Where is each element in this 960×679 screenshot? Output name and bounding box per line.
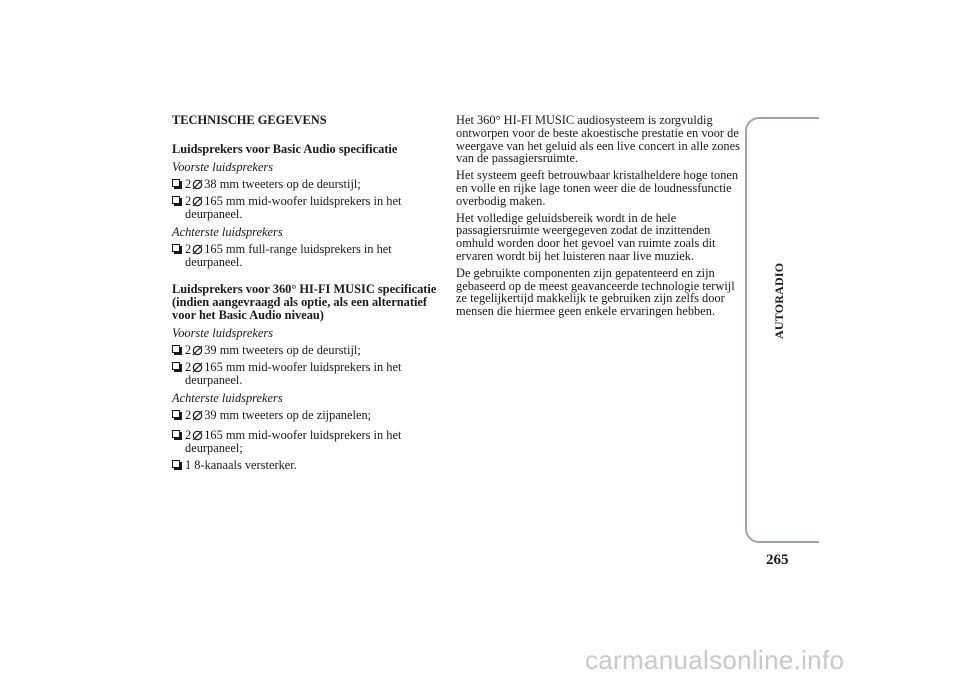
list-item: 2 165 mm mid-woofer luidsprekers in het deurpaneel. <box>172 361 440 387</box>
checkbox-bullet-icon <box>172 345 180 353</box>
diameter-icon <box>192 430 203 441</box>
list-item: 2 165 mm mid-woofer luidsprekers in het deurpaneel; <box>172 429 440 455</box>
hifi-heading: Luidsprekers voor 360° HI-FI MUSIC specificatie <box>172 282 437 296</box>
paragraph: De gebruikte componenten zijn gepatenteerd en zijn gebaseerd op de meest geavanceerde technologie terwijl ze tegelijkertijd makkelijk te gebruiken zijn zelfs door mensen die hiermee geen enkele ervaringen hebben. <box>456 265 735 319</box>
checkbox-bullet-icon <box>172 179 180 187</box>
checkbox-bullet-icon <box>172 430 180 438</box>
checkbox-bullet-icon <box>172 410 180 418</box>
list-item: 2 165 mm full-range luidsprekers in het deurpaneel. <box>172 243 440 269</box>
left-column <box>172 114 440 472</box>
diameter-icon <box>192 179 203 190</box>
list-item: 1 8-kanaals versterker. <box>172 459 440 472</box>
chapter-tab-label: AUTORADIO <box>772 262 786 339</box>
right-column <box>456 114 740 322</box>
checkbox-bullet-icon <box>172 244 180 252</box>
list-item: 2 39 mm tweeters op de deurstijl; <box>172 344 440 357</box>
diameter-icon <box>192 244 203 255</box>
paragraph: Het volledige geluidsbereik wordt in de hele passagiersruimte weergegeven zodat de inzittenden omhuld worden door het gevoel van ruimte zoals dit ervaren wordt bij het luisteren naar live muziek. <box>456 210 716 263</box>
list-item: 2 165 mm mid-woofer luidsprekers in het deurpaneel. <box>172 195 440 221</box>
hifi-heading-note: (indien aangevraagd als optie, als een alternatief voor het Basic Audio niveau) <box>172 295 428 322</box>
hifi-front-label: Voorste luidsprekers <box>172 326 274 340</box>
diameter-icon <box>192 345 203 356</box>
page-number: 265 <box>766 552 789 568</box>
checkbox-bullet-icon <box>172 362 180 370</box>
list-item: 2 38 mm tweeters op de deurstijl; <box>172 178 440 191</box>
basic-rear-label: Achterste luidsprekers <box>172 225 283 239</box>
checkbox-bullet-icon <box>172 460 180 468</box>
watermark: carmanualsonline.info <box>585 645 845 675</box>
basic-audio-heading: Luidsprekers voor Basic Audio specificatie <box>172 142 398 156</box>
list-item: 2 39 mm tweeters op de zijpanelen; <box>172 409 440 422</box>
checkbox-bullet-icon <box>172 196 180 204</box>
diameter-icon <box>192 362 203 373</box>
hifi-rear-label: Achterste luidsprekers <box>172 391 283 405</box>
diameter-icon <box>192 410 203 421</box>
section-title: TECHNISCHE GEGEVENS <box>172 113 327 127</box>
basic-front-label: Voorste luidsprekers <box>172 160 274 174</box>
paragraph: Het 360° HI-FI MUSIC audiosysteem is zorgvuldig ontworpen voor de beste akoestische prestatie en voor de weergave van het geluid als een live concert in alle zones van de passagiersruimte. <box>456 113 740 166</box>
diameter-icon <box>192 196 203 207</box>
paragraph: Het systeem geeft betrouwbaar kristalheldere hoge tonen en volle en rijke lage tonen weer die de loudnessfunctie overbodig maken. <box>456 168 739 208</box>
